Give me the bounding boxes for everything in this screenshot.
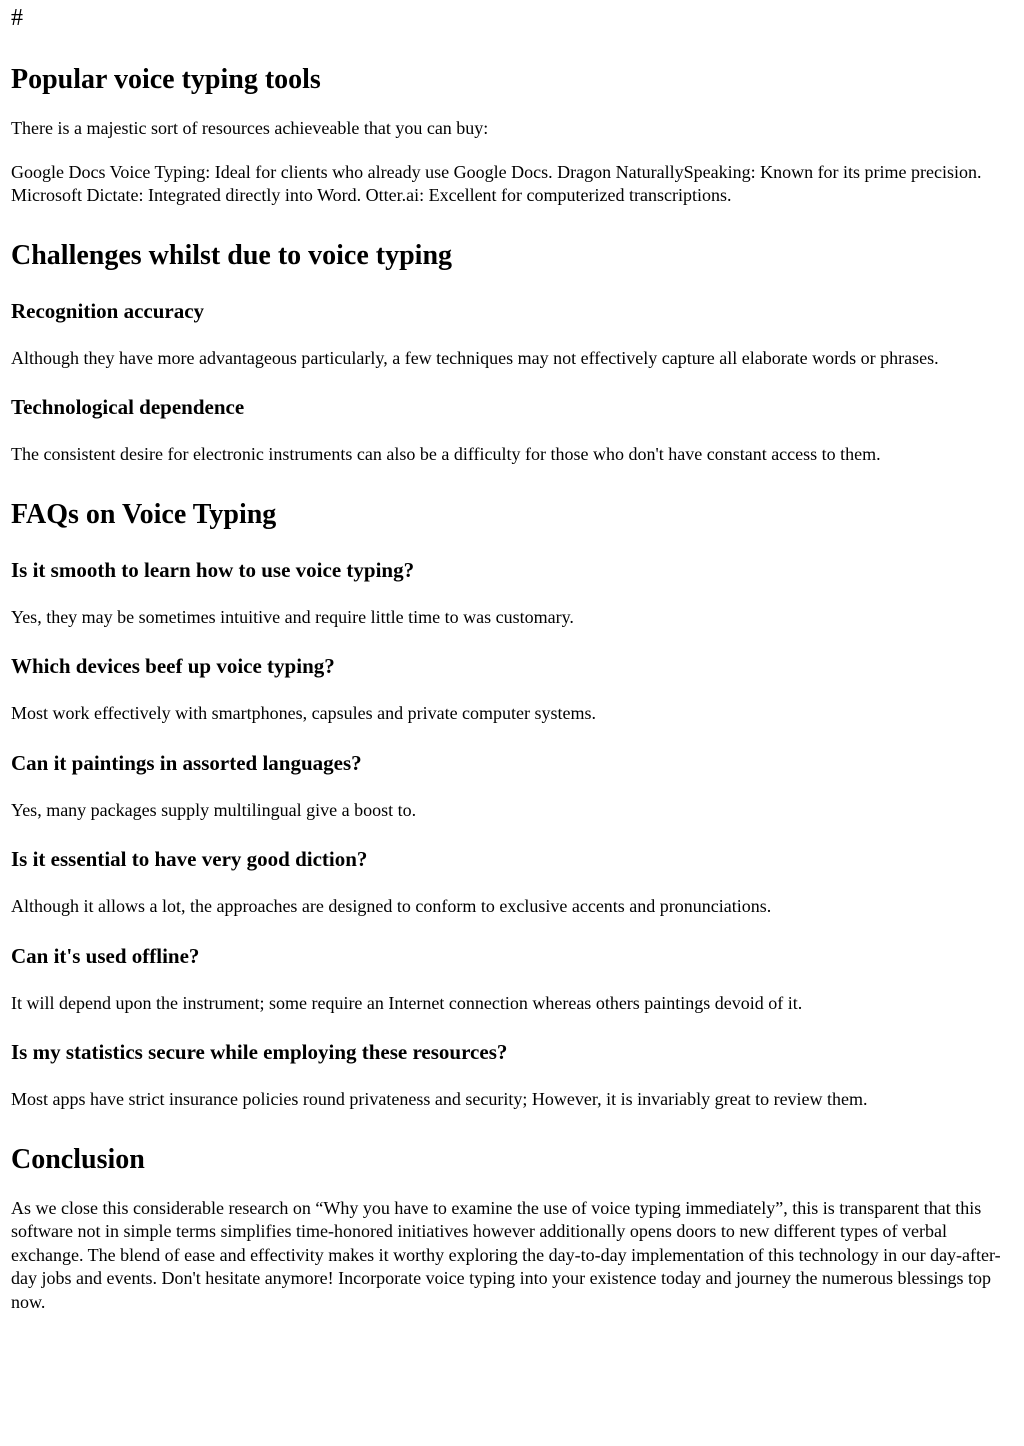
challenge-title: Technological dependence	[11, 395, 245, 419]
section-heading-conclusion: Conclusion	[11, 1143, 145, 1175]
tools-intro: There is a majestic sort of resources achieveable that you can buy:	[11, 118, 489, 138]
faq-question: Can it paintings in assorted languages?	[11, 750, 362, 775]
faq-answer: Most work effectively with smartphones, capsules and private computer systems.	[11, 703, 597, 723]
section-heading-tools: Popular voice typing tools	[11, 64, 321, 95]
faq-answer: It will depend upon the instrument; some require an Internet connection whereas others paintings devoid of it.	[11, 992, 803, 1013]
faq-answer: Yes, many packages supply multilingual give a boost to.	[11, 799, 417, 820]
tools-list-text: Google Docs Voice Typing: Ideal for clients who already use Google Docs. Dragon NaturallySpeaking: Known for its prime precision. Microsoft Dictate: Integrated directly into Word. Otter.ai: Excellent for computerized transcriptions.	[11, 161, 982, 205]
faq-question: Can it's used offline?	[11, 943, 200, 968]
faq-answer: Although it allows a lot, the approaches are designed to conform to exclusive accents and pronunciations.	[11, 896, 772, 916]
challenge-text: Although they have more advantageous particularly, a few techniques may not effectively capture all elaborate words or phrases.	[11, 347, 939, 368]
section-heading-challenges: Challenges whilst due to voice typing	[11, 239, 453, 271]
faq-question: Is it smooth to learn how to use voice typing?	[11, 557, 415, 582]
hash-marker: #	[11, 5, 23, 31]
section-heading-faqs: FAQs on Voice Typing	[11, 498, 277, 530]
challenge-text: The consistent desire for electronic instruments can also be a difficulty for those who don't have constant access to them.	[11, 444, 881, 464]
faq-question: Is my statistics secure while employing these resources?	[11, 1040, 508, 1064]
challenge-title: Recognition accuracy	[11, 298, 205, 323]
faq-answer: Most apps have strict insurance policies round privateness and security; However, it is invariably great to review them.	[11, 1089, 868, 1109]
faq-question: Which devices beef up voice typing?	[11, 654, 335, 678]
faq-answer: Yes, they may be sometimes intuitive and require little time to was customary.	[11, 606, 574, 627]
faq-question: Is it essential to have very good diction?	[11, 847, 368, 871]
conclusion-text: As we close this considerable research on “Why you have to examine the use of voice typing immediately”, this is transparent that this software not in simple terms simplifies time-honored initiatives however additionally opens doors to new different types of verbal exchange. The blend of ease and effectivity makes it worthy exploring the day-to-day implementation of this technology in our day-after-day jobs and events. Don't hesitate anymore! Incorporate voice typing into your existence today and journey the numerous blessings top now.	[11, 1197, 1001, 1312]
